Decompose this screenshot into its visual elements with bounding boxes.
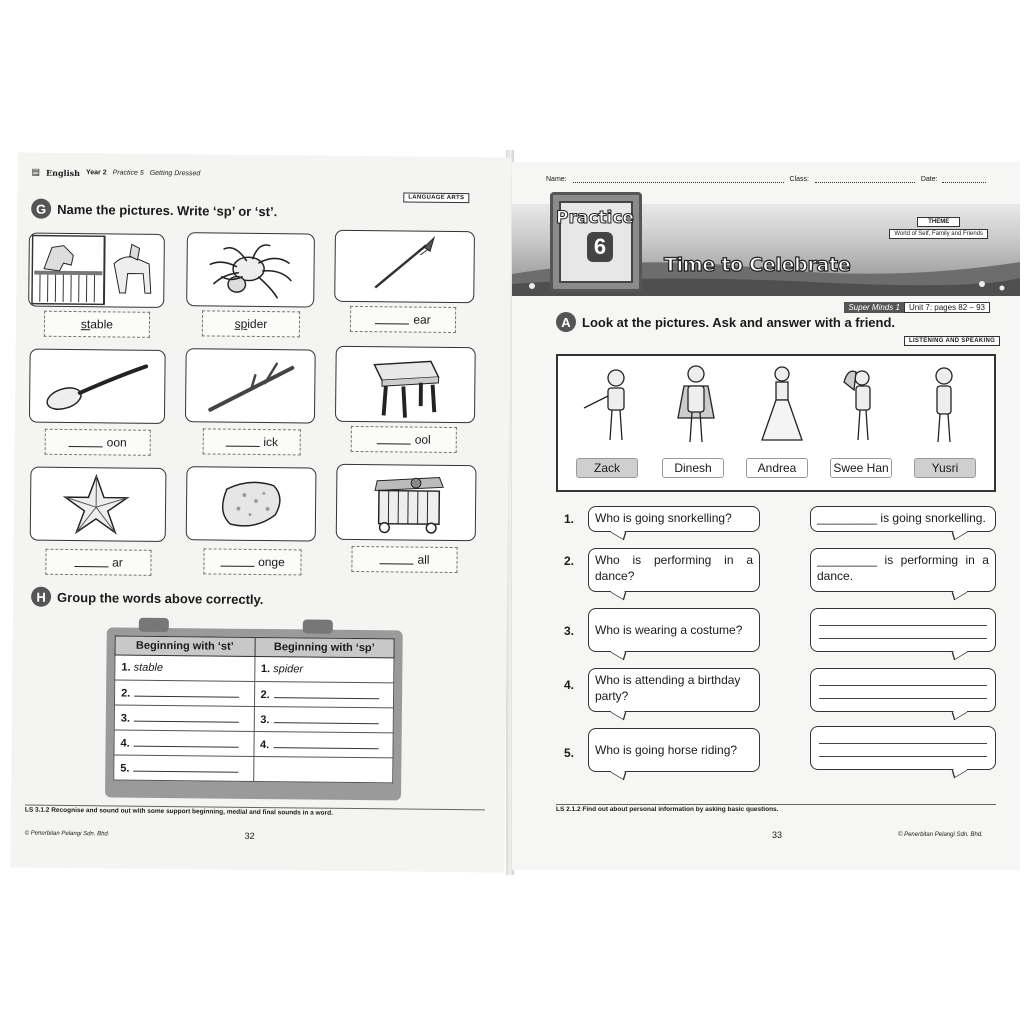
- row-number: 1.: [260, 663, 271, 676]
- star-icon: [31, 468, 166, 541]
- character-dinesh: Dinesh: [662, 458, 724, 478]
- write-line: [133, 761, 238, 772]
- clipboard-clip-right: [303, 619, 333, 633]
- blank-8: [220, 557, 254, 567]
- year-label: Year 2: [85, 169, 107, 177]
- cell-sp-4[interactable]: [253, 731, 393, 757]
- cell-st-2[interactable]: [114, 680, 254, 706]
- question-4-bubble: Who is attending a birthday party?: [588, 668, 760, 712]
- topic-label: Getting Dressed: [149, 169, 201, 178]
- answer-box-4[interactable]: [45, 429, 151, 456]
- left-standard: LS 3.1.2 Recognise and sound out with some support beginning, medial and final sounds in a word.: [24, 806, 333, 817]
- practice-title: Time to Celebrate: [664, 254, 851, 276]
- section-h-title: [31, 587, 264, 609]
- cell-sp-1[interactable]: [254, 656, 394, 682]
- unit-pages: Unit 7: pages 82 – 93: [904, 302, 990, 313]
- row-number: 3.: [260, 713, 270, 726]
- column-header-sp: Beginning with ‘sp’: [254, 637, 394, 657]
- section-a-badge: A: [556, 312, 576, 332]
- cell-st-3[interactable]: [114, 705, 254, 731]
- right-page-number: 33: [772, 830, 783, 840]
- character-yusri: Yusri: [914, 458, 976, 478]
- cell-sp-5[interactable]: [253, 756, 393, 782]
- character-zack: Zack: [576, 458, 638, 478]
- write-line: [274, 688, 379, 699]
- row-number: 2.: [260, 688, 270, 701]
- write-line: [819, 731, 987, 744]
- left-page: [10, 152, 511, 872]
- spider-icon: [187, 233, 314, 306]
- write-line: [134, 736, 239, 747]
- horse-stable-icon: [29, 234, 164, 307]
- question-2-number: 2.: [564, 554, 575, 568]
- answer-8-suffix: onge: [258, 554, 285, 570]
- spider-picture: [186, 232, 315, 307]
- section-g-instruction: Name the pictures. Write ‘sp’ or ‘st’.: [57, 201, 278, 219]
- answer-box-6[interactable]: [351, 426, 457, 453]
- spear-icon: [335, 231, 474, 302]
- answer-1-suffix: able: [90, 317, 114, 332]
- language-arts-tag: LANGUAGE ARTS: [403, 192, 469, 203]
- answer-1-prefix: st: [80, 317, 91, 332]
- row-number: 4.: [120, 737, 130, 750]
- characters-illustration: [558, 356, 998, 456]
- answer-2-prefix: sp: [234, 316, 248, 331]
- cell-st-1[interactable]: [115, 655, 255, 681]
- answer-2-suffix: ider: [247, 316, 268, 332]
- cell-sp-3[interactable]: [254, 706, 394, 732]
- right-footer-rule: [556, 804, 996, 805]
- section-h-badge: H: [31, 587, 51, 607]
- left-publisher: © Penerbitan Pelangi Sdn. Bhd.: [24, 830, 110, 838]
- write-line: [819, 744, 987, 757]
- question-5-bubble: Who is going horse riding?: [588, 728, 760, 772]
- answer-1-text: [81, 317, 113, 331]
- answer-1-bubble[interactable]: [810, 506, 996, 532]
- practice-number: 6: [587, 232, 613, 262]
- stick-icon: [186, 349, 315, 422]
- row-number: 1.: [121, 661, 131, 674]
- row-number: 4.: [260, 738, 270, 751]
- question-5-number: 5.: [564, 746, 575, 760]
- blank-4: [69, 437, 103, 447]
- right-publisher: © Penerbitan Pelangi Sdn. Bhd.: [898, 832, 983, 838]
- write-line: [819, 613, 987, 626]
- spear-picture: [334, 230, 475, 303]
- question-3-bubble: Who is wearing a costume?: [588, 608, 760, 652]
- blank-6: [377, 434, 411, 444]
- row-number: 2.: [121, 687, 131, 700]
- answer-2-bubble[interactable]: [810, 548, 996, 592]
- characters-panel: [556, 354, 996, 492]
- write-line: [819, 686, 987, 699]
- theme-label: THEME: [917, 217, 960, 227]
- stool-picture: [335, 346, 476, 423]
- write-line: [273, 738, 378, 749]
- answer-1-blank: _________: [817, 511, 878, 525]
- table-row: [114, 730, 393, 758]
- row-number: 5.: [120, 762, 130, 775]
- table-row: [115, 655, 394, 683]
- sponge-icon: [187, 467, 316, 540]
- answer-4-bubble[interactable]: [810, 668, 996, 712]
- question-3-number: 3.: [564, 624, 575, 638]
- student-info-header: [546, 176, 986, 183]
- cell-st-5[interactable]: [114, 755, 254, 781]
- practice-word: Practice: [556, 208, 634, 228]
- horse-stable-picture: [28, 233, 165, 308]
- class-label: Class:: [789, 176, 809, 183]
- answer-box-2[interactable]: [202, 310, 300, 337]
- star-picture: [30, 467, 167, 542]
- name-field[interactable]: [573, 182, 784, 183]
- answer-4-suffix: oon: [106, 435, 127, 450]
- row-number: 3.: [120, 712, 131, 725]
- stool-icon: [336, 347, 475, 422]
- character-andrea: Andrea: [746, 458, 808, 478]
- right-page: [512, 162, 1020, 870]
- name-label: Name:: [546, 176, 567, 183]
- spoon-icon: [30, 350, 165, 423]
- answer-7-suffix: ar: [112, 555, 123, 570]
- write-line: [273, 713, 378, 724]
- stall-icon: [337, 465, 476, 540]
- left-header: [31, 167, 200, 180]
- question-2-bubble: Who is performing in a dance?: [588, 548, 760, 592]
- question-1-bubble: Who is going snorkelling?: [588, 506, 760, 532]
- answer-9-suffix: all: [417, 552, 430, 567]
- spoon-picture: [29, 349, 166, 424]
- question-1-number: 1.: [564, 512, 575, 526]
- answer-2-blank: _________: [817, 553, 878, 567]
- answer-3-suffix: ear: [413, 312, 431, 327]
- column-header-st: Beginning with ‘st’: [115, 636, 255, 656]
- subject-label: English: [46, 167, 81, 178]
- theme-value: World of Self, Family and Friends: [889, 229, 988, 239]
- cell-st-4[interactable]: [114, 730, 254, 756]
- answer-box-8[interactable]: [203, 548, 301, 575]
- write-line: [819, 626, 987, 639]
- listening-speaking-tag: LISTENING AND SPEAKING: [904, 336, 1000, 346]
- class-field[interactable]: [815, 182, 915, 183]
- left-page-number: 32: [244, 830, 255, 841]
- sp-word: spider: [273, 663, 304, 676]
- question-4-number: 4.: [564, 678, 575, 692]
- table-row: [114, 755, 393, 783]
- answer-2-text: [235, 317, 268, 331]
- unit-book: Super Minds 1: [844, 302, 904, 313]
- write-line: [134, 686, 239, 697]
- section-h-instruction: Group the words above correctly.: [57, 589, 264, 607]
- section-a-title: [556, 312, 895, 332]
- answer-3-bubble[interactable]: [810, 608, 996, 652]
- theme-box: [889, 210, 988, 239]
- answer-2-text: is performing in a dance.: [817, 553, 989, 583]
- answer-5-suffix: ick: [263, 435, 279, 450]
- right-standard: LS 2.1.2 Find out about personal information by asking basic questions.: [556, 806, 779, 813]
- section-a-instruction: Look at the pictures. Ask and answer with a friend.: [582, 314, 896, 330]
- character-swee-han: Swee Han: [830, 458, 892, 478]
- st-word: stable: [133, 661, 164, 674]
- practice-label: Practice 5: [112, 169, 144, 177]
- date-field[interactable]: [942, 182, 986, 183]
- answer-box-1[interactable]: [44, 311, 150, 338]
- section-g-badge: G: [31, 199, 51, 219]
- answer-5-bubble[interactable]: [810, 726, 996, 770]
- cell-sp-2[interactable]: [254, 681, 394, 707]
- answer-box-3[interactable]: [350, 306, 456, 333]
- answer-box-7[interactable]: [45, 549, 151, 576]
- date-label: Date:: [920, 176, 938, 183]
- answer-6-suffix: ool: [414, 432, 431, 447]
- write-line: [134, 711, 239, 722]
- group-table: [113, 635, 395, 783]
- table-row: [114, 705, 393, 733]
- book-icon: ▤: [31, 166, 41, 177]
- blank-3: [375, 314, 409, 324]
- blank-5: [225, 437, 259, 447]
- answer-box-5[interactable]: [203, 428, 301, 455]
- answer-1-text: is going snorkelling.: [880, 511, 986, 525]
- table-row: [114, 680, 393, 708]
- stick-picture: [185, 348, 316, 423]
- sponge-picture: [186, 466, 317, 541]
- blank-7: [74, 557, 108, 567]
- section-g-title: [31, 199, 277, 222]
- answer-box-9[interactable]: [351, 546, 457, 573]
- write-line: [819, 673, 987, 686]
- clipboard-clip-left: [139, 618, 169, 632]
- stall-picture: [336, 464, 477, 541]
- blank-9: [379, 554, 413, 564]
